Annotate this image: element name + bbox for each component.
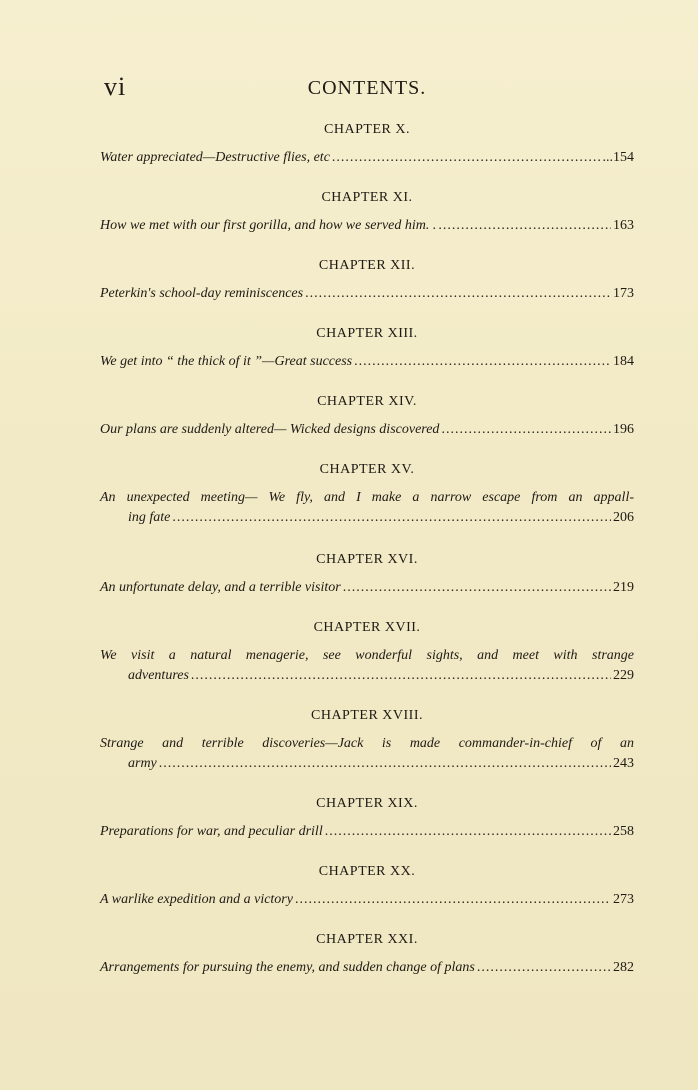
- leader-dots: [172, 508, 611, 528]
- leader-dots: [441, 420, 611, 440]
- toc-entry: [100, 284, 634, 304]
- chapter-heading: CHAPTER XII.: [318, 258, 416, 273]
- toc-entry: [100, 822, 634, 842]
- page-title: CONTENTS.: [307, 77, 427, 99]
- toc-entry: [100, 754, 634, 774]
- chapter-heading: CHAPTER XVII.: [313, 620, 421, 635]
- toc-entry: [100, 958, 634, 978]
- toc-entry: [100, 666, 634, 686]
- entry-page: 282: [613, 960, 634, 975]
- leader-dots: [332, 148, 601, 168]
- entry-page: 196: [613, 422, 634, 437]
- chapter-entry-xiii: [100, 326, 634, 372]
- entry-title: An unfortunate delay, and a terrible visitor: [100, 580, 341, 595]
- entry-page: 229: [613, 668, 634, 683]
- chapter-heading: CHAPTER XIV.: [317, 394, 417, 409]
- toc-entry: [100, 148, 634, 168]
- toc-entry: [100, 508, 634, 528]
- chapter-entry-xv: [100, 462, 634, 528]
- chapter-heading: CHAPTER XIX.: [316, 796, 418, 811]
- entry-title-line-1: An unexpected meeting— We fly, and I make a narrow escape from an appall-: [100, 490, 634, 505]
- chapter-entry-xx: [100, 864, 634, 910]
- chapter-entry-xxi: [100, 932, 634, 978]
- entry-page: 163: [613, 218, 634, 233]
- chapter-heading: CHAPTER XV.: [319, 462, 415, 477]
- toc-entry: [100, 420, 634, 440]
- chapter-heading: CHAPTER XXI.: [316, 932, 418, 947]
- page-number: vi: [104, 72, 127, 101]
- leader-dots: [343, 578, 611, 598]
- chapter-entry-xvii: [100, 620, 634, 686]
- leader-dots: [159, 754, 611, 774]
- chapter-heading: CHAPTER XVI.: [316, 552, 418, 567]
- leader-dots: [305, 284, 611, 304]
- toc-entry: [100, 216, 634, 236]
- entry-title-line-1: Strange and terrible discoveries—Jack is made commander-in-chief of an: [100, 736, 634, 751]
- leader-dots: [354, 352, 611, 372]
- leader-dots: [295, 890, 611, 910]
- toc-entry: [100, 578, 634, 598]
- leader-dots: [438, 216, 611, 236]
- entry-title: Peterkin's school-day reminiscences: [100, 286, 304, 301]
- entry-title: Arrangements for pursuing the enemy, and sudden change of plans: [100, 960, 475, 975]
- chapter-heading: CHAPTER XIII.: [316, 326, 418, 341]
- chapter-entry-x: [100, 122, 634, 168]
- chapter-heading: CHAPTER XI.: [321, 190, 413, 205]
- toc-entry: [100, 352, 634, 372]
- entry-page: 258: [613, 824, 634, 839]
- entry-page: 219: [613, 580, 634, 595]
- entry-title-line-2: army: [128, 756, 157, 771]
- entry-title-line-2: ing fate: [128, 510, 171, 525]
- entry-title: How we met with our first gorilla, and how we served him. .: [100, 218, 437, 233]
- entry-title: Our plans are suddenly altered— Wicked designs discovered: [100, 422, 440, 437]
- chapter-heading: CHAPTER X.: [324, 122, 410, 137]
- chapter-entry-xii: [100, 258, 634, 304]
- entry-title: A warlike expedition and a victory: [100, 892, 293, 907]
- page-header: [0, 72, 698, 106]
- chapter-entry-xviii: [100, 708, 634, 774]
- entry-title-line-2: adventures: [128, 668, 189, 683]
- entry-page: 243: [613, 756, 634, 771]
- chapter-entry-xvi: [100, 552, 634, 598]
- entry-page: 273: [613, 892, 634, 907]
- entry-title: We get into “ the thick of it ”—Great success: [100, 354, 353, 369]
- leader-dots: [477, 958, 611, 978]
- chapter-entry-xix: [100, 796, 634, 842]
- entry-title-line-1: We visit a natural menagerie, see wonderful sights, and meet with strange: [100, 648, 634, 663]
- chapter-heading: CHAPTER XVIII.: [311, 708, 423, 723]
- entry-title: Preparations for war, and peculiar drill: [100, 824, 323, 839]
- entry-page: 206: [613, 510, 634, 525]
- chapter-entry-xiv: [100, 394, 634, 440]
- leader-dots: [325, 822, 611, 842]
- entry-page: 184: [613, 354, 634, 369]
- toc-entry: [100, 890, 634, 910]
- leader-dots: [191, 666, 611, 686]
- entry-page: 173: [613, 286, 634, 301]
- entry-title: Water appreciated—Destructive flies, etc: [100, 150, 330, 165]
- entry-page: ...154: [602, 150, 634, 165]
- chapter-entry-xi: [100, 190, 634, 236]
- chapter-heading: CHAPTER XX.: [318, 864, 416, 879]
